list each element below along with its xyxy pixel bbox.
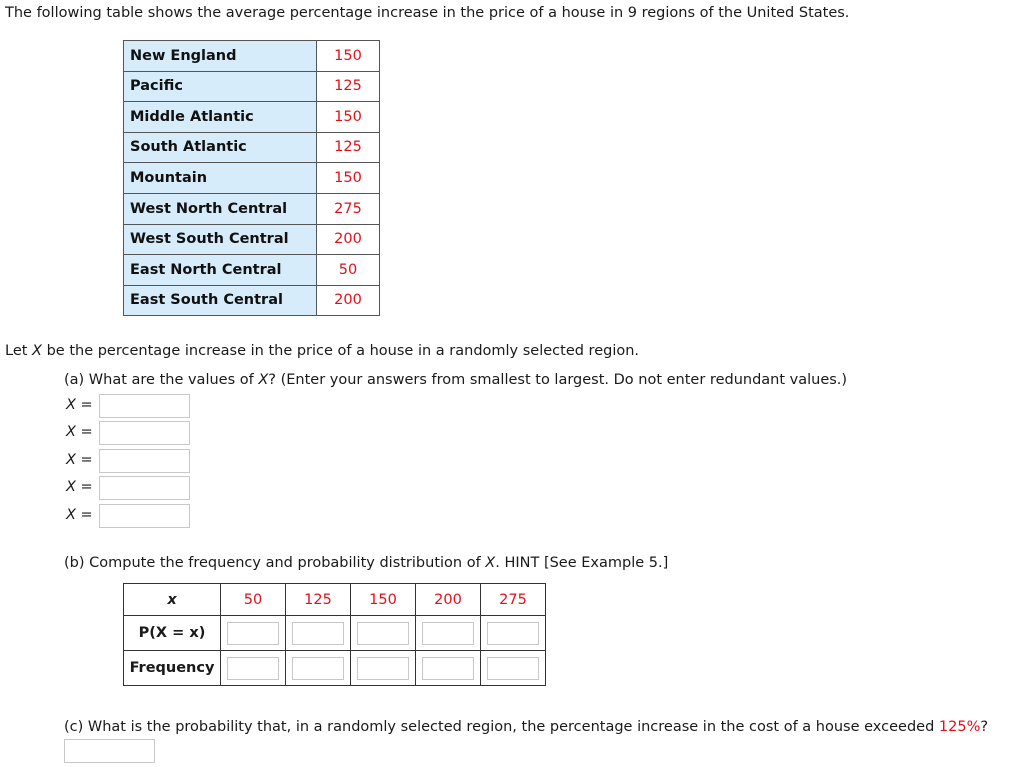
part-b-question: (b) Compute the frequency and probability distribution of X. HINT [See Example 5.]	[64, 555, 669, 571]
region-value: 150	[317, 102, 380, 133]
region-value: 125	[317, 71, 380, 102]
region-row	[124, 285, 380, 316]
probability-cell	[286, 616, 351, 651]
x-value-header: 50	[221, 584, 286, 616]
x-value-label: X =	[66, 424, 93, 441]
region-value: 50	[317, 255, 380, 286]
region-value: 150	[317, 41, 380, 72]
frequency-cell	[416, 651, 481, 686]
x-value-label: X =	[66, 451, 93, 468]
region-name: Middle Atlantic	[124, 102, 317, 133]
region-name: South Atlantic	[124, 132, 317, 163]
frequency-input[interactable]	[292, 657, 344, 680]
region-value: 200	[317, 224, 380, 255]
part-c-answer-input[interactable]	[64, 739, 155, 763]
x-value-input[interactable]	[99, 394, 190, 418]
x-value-header: 125	[286, 584, 351, 616]
x-value-label: X =	[66, 506, 93, 523]
frequency-cell	[286, 651, 351, 686]
probability-cell	[221, 616, 286, 651]
region-value: 150	[317, 163, 380, 194]
region-name: Mountain	[124, 163, 317, 194]
x-value-input[interactable]	[99, 421, 190, 445]
region-row	[124, 224, 380, 255]
region-name: East South Central	[124, 285, 317, 316]
region-name: East North Central	[124, 255, 317, 286]
region-row	[124, 163, 380, 194]
regions-table	[123, 40, 380, 316]
x-value-input[interactable]	[99, 449, 190, 473]
probability-row-label: P(X = x)	[124, 616, 221, 651]
region-row	[124, 41, 380, 72]
region-value: 275	[317, 193, 380, 224]
probability-input[interactable]	[227, 622, 279, 645]
probability-cell	[351, 616, 416, 651]
region-value: 200	[317, 285, 380, 316]
frequency-cell	[481, 651, 546, 686]
region-value: 125	[317, 132, 380, 163]
frequency-cell	[351, 651, 416, 686]
x-value-input[interactable]	[99, 504, 190, 528]
probability-input[interactable]	[487, 622, 539, 645]
distribution-table	[123, 583, 546, 686]
region-row	[124, 255, 380, 286]
probability-input[interactable]	[422, 622, 474, 645]
frequency-input[interactable]	[422, 657, 474, 680]
part-c-question: (c) What is the probability that, in a randomly selected region, the percentage increase in the cost of a house exceeded 125%?	[64, 719, 989, 735]
region-name: West North Central	[124, 193, 317, 224]
region-row	[124, 71, 380, 102]
region-name: Pacific	[124, 71, 317, 102]
frequency-input[interactable]	[487, 657, 539, 680]
x-value-label: X =	[66, 479, 93, 496]
let-x-text: Let X be the percentage increase in the price of a house in a randomly selected region.	[5, 343, 640, 359]
x-value-input[interactable]	[99, 476, 190, 500]
probability-cell	[481, 616, 546, 651]
region-row	[124, 132, 380, 163]
probability-cell	[416, 616, 481, 651]
frequency-input[interactable]	[357, 657, 409, 680]
probability-input[interactable]	[357, 622, 409, 645]
x-value-header: 275	[481, 584, 546, 616]
probability-input[interactable]	[292, 622, 344, 645]
region-name: West South Central	[124, 224, 317, 255]
region-row	[124, 193, 380, 224]
region-name: New England	[124, 41, 317, 72]
x-value-header: 150	[351, 584, 416, 616]
x-value-label: X =	[66, 397, 93, 413]
x-value-header: 200	[416, 584, 481, 616]
frequency-row-label: Frequency	[124, 651, 221, 686]
part-a-question: (a) What are the values of X? (Enter your answers from smallest to largest. Do not enter redundant values.)	[64, 372, 848, 388]
region-row	[124, 102, 380, 133]
x-header: x	[124, 584, 221, 616]
intro-text: The following table shows the average percentage increase in the price of a house in 9 regions of the United States.	[5, 5, 850, 21]
frequency-cell	[221, 651, 286, 686]
frequency-input[interactable]	[227, 657, 279, 680]
